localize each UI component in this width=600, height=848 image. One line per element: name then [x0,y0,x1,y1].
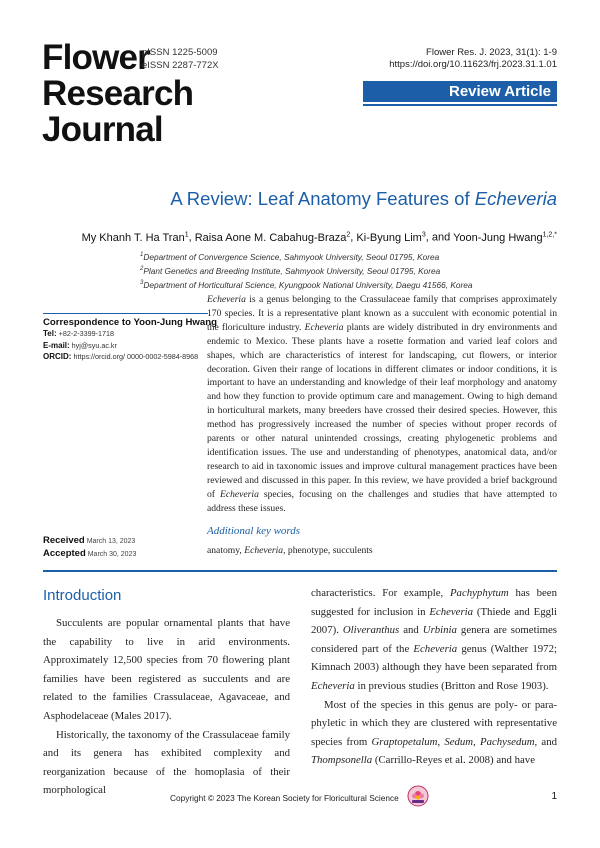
page-number: 1 [551,791,557,802]
author-list: My Khanh T. Ha Tran$^1$, Raisa Aone M. Cabahug-Braza$^2$, Ki-Byung Lim$^3$, and Yoon-Jung Hwang$^{1,2,*}$ [81,231,557,244]
society-logo-icon [407,785,429,807]
orcid-row: ORCID: https://orcid.org/ 0000-0002-5984-8968 [43,352,199,361]
journal-title-line: Research [42,74,194,113]
introduction-heading: Introduction [43,587,122,604]
body-column-right [311,584,557,770]
correspondence-block [43,313,217,363]
paragraph: Historically, the taxonomy of the Crassulaceae family and its genera has exhibited complexity and reorganization because of the homoplasia of their morphological [43,728,290,797]
affiliations [140,249,472,290]
keywords-heading: Additional key words [207,525,301,537]
accepted-date: Accepted March 30, 2023 [43,548,137,559]
pissn: pISSN 1225-5009 [142,47,218,58]
keywords-list: anatomy, Echeveria, phenotype, succulents [207,545,373,556]
citation: Flower Res. J. 2023, 31(1): 1-9 [426,47,557,58]
article-type-banner: Review Article [363,81,557,102]
paragraph: Succulents are popular ornamental plants that have the capability to live in arid environments. Approximately 12,500 species from 70 flowering plant families have been registered as succulents and are related to the families Crassulaceae, Agavaceae, and Asphodelaceae (Males 2017). [43,617,290,722]
section-divider [43,570,557,572]
paragraph: Most of the species in this genus are poly- or para-phyletic in which they are clustered with representative species from Graptopetalum, Sedum, Pachysedum, and Thompsonella (Carrillo-Reyes et al. 2008) and have [311,698,557,767]
correspondence-heading: Correspondence to Yoon-Jung Hwang [43,313,208,328]
article-title-text: A Review: Leaf Anatomy Features of [170,188,475,209]
author: My Khanh T. Ha Tran$^1$ [81,231,189,244]
doi-link[interactable]: https://doi.org/10.11623/frj.2023.31.1.01 [389,59,557,70]
abstract: Echeveria is a genus belonging to the Crassulaceae family that comprises approximately 170 species. It is a representative plant known as a succulent with economic potential in the floriculture industry. Echeveria plants are widely distributed in dry environments and endemic to Mexico. These plants have a rosette formation and varied leaf colors and shapes, which are characteristics of interest for landscaping, cut flowers, or interior decoration. Given their range of locations in different climates or indoor conditions, it is important to have an understanding and knowledge of their leaf morphology and anatomy and how they function to provide optimum care and management. Owing to high demand in horticultural markets, many breeders have crossed their desired species. However, this method has progressively increased the number of species without proper records of parents or other natural unintended crossings, creating phylogenetic problems and identification issues. The use and understanding of phenotypes, anatomical data, and/or research to aid in taxonomic issues and improve cultural management practices have been reviewed and discussed in this paper. In this review, we have provided a brief background of Echeveria species, focusing on the challenges and studies that have attempted to address these issues. [207,294,557,514]
received-date: Received March 13, 2023 [43,535,136,546]
email-row: E-mail: hyj@syu.ac.kr [43,340,117,350]
banner-underline [363,104,557,106]
paragraph: characteristics. For example, Pachyphytum has been suggested for inclusion in Echeveria (Thiede and Eggli 2007). Oliveranthus and Urbinia genera are sometimes considered part of the Echeveria genus (Walther 1972; Kimnach 2003) although they have been separated from Echeveria in previous studies (Britton and Rose 1903). [311,587,557,692]
issn-block [142,46,219,72]
tel-row: Tel: +82-2-3399-1718 [43,329,114,338]
article-title-genus: Echeveria [474,188,557,209]
body-column-left [43,614,290,800]
affiliation: $^1$Department of Convergence Science, Sahmyook University, Seoul 01795, Korea [140,251,440,262]
author: Ki-Byung Lim$^3$ [356,231,426,244]
dates-block [43,535,136,561]
footer-copyright: Copyright © 2023 The Korean Society for Floricultural Science [170,793,399,803]
journal-title-line: Journal [42,110,163,149]
eissn: eISSN 2287-772X [142,60,219,71]
affiliation: $^2$Plant Genetics and Breeding Institute, Sahmyook University, Seoul 01795, Korea [140,265,441,276]
affiliation: $^3$Department of Horticultural Science, Kyungpook National University, Daegu 41566, Korea [140,279,473,290]
author: Raisa Aone M. Cabahug-Braza$^2$ [194,231,351,244]
author-connector: and [431,231,451,244]
email-link[interactable]: hyj@syu.ac.kr [71,340,117,350]
orcid-link[interactable]: https://orcid.org/ 0000-0002-5984-8968 [73,352,199,361]
author: Yoon-Jung Hwang$^{1,2,*}$ [453,231,557,244]
article-title [170,188,557,210]
journal-title-line: Flower [42,38,150,77]
